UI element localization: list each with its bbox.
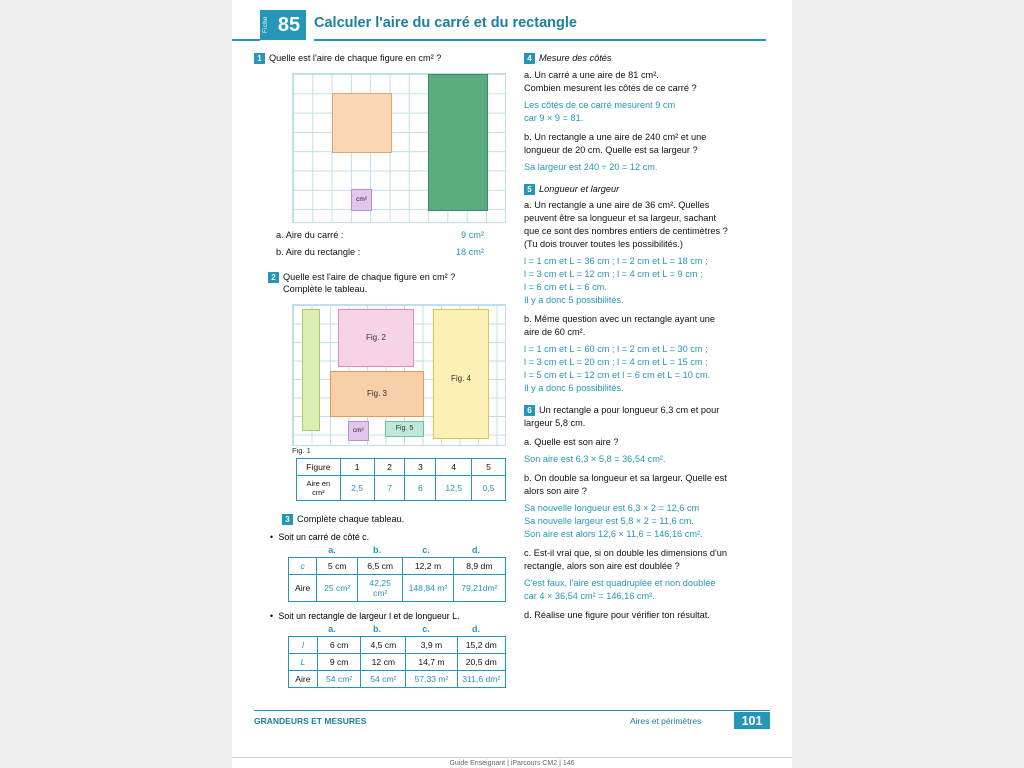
table-row-label-figure: Figure [297,458,341,475]
exercise-4a-answer-1: Les côtés de ce carré mesurent 9 cm [524,99,676,110]
footer-rule [254,710,770,711]
table-cell: 3 [405,458,436,475]
exercise-5a-prompt-4: (Tu dois trouver toutes les possibilités.) [524,239,683,249]
figure-4-shape: Fig. 4 [433,309,489,439]
exercise-4-title: Mesure des côtés [539,53,612,63]
table-cell: 8,9 dm [453,558,505,575]
exercise-1-item-b-label: b. Aire du rectangle : [276,246,361,257]
table-cell: 3,9 m [406,637,457,654]
figure-1-label: Fig. 1 [292,445,311,455]
exercise-3-header [254,513,506,526]
exercise-4-header [524,52,774,65]
exercise-6a-answer: Son aire est 6,3 × 5,8 = 36,54 cm². [524,453,666,464]
fiche-number: 85 [272,10,306,40]
exercise-6b-answer-3: Son aire est alors 12,6 × 11,6 = 146,16 cm². [524,528,703,539]
exercise-4a-answer-2: car 9 × 9 = 81. [524,112,584,123]
bullet-dot: • [270,532,274,542]
footer-section-label: GRANDEURS ET MESURES [254,716,367,726]
exercise-3b-table [288,636,506,688]
figure-3-shape: Fig. 3 [330,371,424,417]
exercise-5a-prompt-3: que ce sont des nombres entiers de centimètres ? [524,226,728,236]
exercise-1-item-a [254,230,506,240]
column-header-b: b. [373,624,381,634]
exercise-1-header [254,52,506,65]
exercise-3b-intro [270,611,506,621]
table-cell: 12,2 m [403,558,454,575]
exercise-6a-prompt: a. Quelle est son aire ? [524,436,619,447]
credit-rule [232,757,792,758]
exercise-1-item-a-answer: 9 cm² [461,229,484,240]
header-rule [314,39,766,41]
exercise-6-prompt-2: largeur 5,8 cm. [524,417,586,428]
row-label-area: Aire [289,671,318,688]
exercise-5-title: Longueur et largeur [539,183,620,194]
table-cell: 54 cm² [317,671,361,688]
table-cell: 12 cm [361,654,406,671]
column-header-a: a. [328,545,336,555]
exercise-5b-prompt-1: b. Même question avec un rectangle ayant une [524,314,716,324]
exercise-6c-prompt-1: c. Est-il vrai que, si on double les dimensions d'un [524,547,727,558]
exercise-4b-prompt-2: longueur de 20 cm. Quelle est sa largeur ? [524,144,698,155]
exercise-3a-intro [270,532,506,542]
column-header-d: d. [472,624,480,634]
page-header [232,8,792,40]
exercise-2-number: 2 [268,272,279,283]
table-row [289,637,506,654]
table-row [289,575,506,602]
figure-grid-1 [292,73,506,223]
exercise-5a-answer-4: Il y a donc 5 possibilités. [524,295,624,305]
exercise-6-number: 6 [524,405,535,416]
exercise-4a-prompt-1: a. Un carré a une aire de 81 cm². [524,69,659,80]
exercise-5b-answer-2: l = 3 cm et L = 20 cm ; l = 4 cm et L = 15 cm ; [524,357,708,367]
exercise-5b-prompt-2: aire de 60 cm². [524,327,586,337]
row-label-L: L [289,654,318,671]
table-cell: 7 [374,475,405,500]
exercise-1-number: 1 [254,53,265,64]
credit-line: Guide Enseignant | iParcours CM2 | 146 [449,760,575,767]
figure-grid-2 [292,304,506,446]
table-cell: 14,7 m [406,654,457,671]
table-cell: 6,5 cm [358,558,403,575]
table-row [297,475,506,500]
table-cell: 311,6 dm² [457,671,505,688]
exercise-5b-answer-3: l = 5 cm et L = 12 cm et l = 6 cm et L = 10 cm. [524,370,711,380]
page-number: 101 [734,712,770,729]
figure-2-shape: Fig. 2 [338,309,414,367]
row-label-c: c [289,558,317,575]
exercise-3-prompt: Complète chaque tableau. [297,513,405,524]
exercise-6b-prompt-1: b. On double sa longueur et sa largeur. Quelle est [524,472,727,483]
exercise-3b-intro-text: Soit un rectangle de largeur l et de longueur L. [278,611,460,621]
exercise-3-number: 3 [282,514,293,525]
column-header-c: c. [422,545,430,555]
worksheet-page [232,0,792,768]
column-header-c: c. [422,624,430,634]
table-cell: 4,5 cm [361,637,406,654]
bullet-dot: • [270,611,274,621]
table-cell: 2,5 [340,475,374,500]
exercise-6-prompt-1: Un rectangle a pour longueur 6,3 cm et pour [539,405,720,415]
exercise-5b-answer-4: Il y a donc 6 possibilités. [524,383,624,393]
table-cell: 25 cm² [317,575,358,602]
table-cell: 79,21dm² [453,575,505,602]
exercise-1-item-b-answer: 18 cm² [455,246,484,257]
exercise-6-header [524,404,774,417]
exercise-6b-prompt-2: alors son aire ? [524,485,587,496]
table-row [297,458,506,475]
unit-square-chip-2: cm² [348,421,369,442]
exercise-3a-intro-text: Soit un carré de côté c. [278,532,370,542]
table-row [289,671,506,688]
table-row-label-area: Aire en cm² [297,475,341,500]
exercise-4b-prompt-1: b. Un rectangle a une aire de 240 cm² et une [524,131,707,142]
table-cell: 5 [472,458,506,475]
exercise-2-table [296,458,506,501]
fiche-label: Fiche [260,10,272,40]
exercise-5-header [524,183,774,196]
table-cell: 6 [405,475,436,500]
exercise-6c-answer-1: C'est faux, l'aire est quadruplée et non doublée [524,577,716,588]
exercise-5a-prompt-2: peuvent être sa longueur et sa largeur, sachant [524,213,717,223]
exercise-4a-prompt-2: Combien mesurent les côtés de ce carré ? [524,82,697,93]
right-column [524,52,774,622]
exercise-1-item-a-label: a. Aire du carré : [276,229,344,240]
exercise-6b-answer-2: Sa nouvelle largeur est 5,8 × 2 = 11,6 cm. [524,515,694,526]
unit-square-chip: cm² [351,189,372,210]
exercise-6c-prompt-2: rectangle, alors son aire est doublée ? [524,560,680,571]
table-cell: 42,25 cm² [358,575,403,602]
exercise-3a-column-headers [310,545,506,555]
exercise-1-item-b [254,247,506,257]
exercise-5-number: 5 [524,184,535,195]
table-row [289,654,506,671]
exercise-5a-answer-3: l = 6 cm et L = 6 cm. [524,282,607,292]
exercise-2-header [254,271,506,296]
exercise-3a-table [288,557,506,602]
exercise-5b-answer-1: l = 1 cm et L = 60 cm ; l = 2 cm et L = 30 cm ; [524,344,708,354]
header-rule-left [232,39,260,41]
exercise-2-prompt-1: Quelle est l'aire de chaque figure en cm² ? [283,271,456,282]
exercise-6d-prompt: d. Réalise une figure pour vérifier ton résultat. [524,609,710,620]
table-cell: 54 cm² [361,671,406,688]
footer-topic-label: Aires et périmètres [630,716,702,726]
exercise-1-prompt: Quelle est l'aire de chaque figure en cm² ? [269,53,442,63]
exercise-5a-answer-2: l = 3 cm et L = 12 cm ; l = 4 cm et L = 9 cm ; [524,269,703,279]
exercise-2-prompt-2: Complète le tableau. [283,284,368,294]
column-header-a: a. [328,624,336,634]
table-cell: 9 cm [317,654,361,671]
table-cell: 0,5 [472,475,506,500]
table-row [289,558,506,575]
figure-1-shape [302,309,320,431]
table-cell: 57,33 m² [406,671,457,688]
table-cell: 20,5 dm [457,654,505,671]
left-column [254,52,506,688]
row-label-l: l [289,637,318,654]
table-cell: 4 [436,458,472,475]
table-cell: 6 cm [317,637,361,654]
table-cell: 148,84 m² [403,575,454,602]
table-cell: 1 [340,458,374,475]
exercise-5a-answer-1: l = 1 cm et L = 36 cm ; l = 2 cm et L = 18 cm ; [524,256,708,266]
exercise-6b-answer-1: Sa nouvelle longueur est 6,3 × 2 = 12,6 cm [524,502,700,513]
column-header-d: d. [472,545,480,555]
exercise-4-number: 4 [524,53,535,64]
table-cell: 5 cm [317,558,358,575]
rectangle-green-figure [428,74,488,211]
row-label-area: Aire [289,575,317,602]
exercise-6c-answer-2: car 4 × 36,54 cm² = 146,16 cm². [524,590,655,601]
table-cell: 12,5 [436,475,472,500]
table-cell: 2 [374,458,405,475]
figure-5-shape: Fig. 5 [385,421,424,437]
square-orange-figure [332,93,392,153]
page-title: Calculer l'aire du carré et du rectangle [314,15,577,31]
exercise-4b-answer: Sa largeur est 240 ÷ 20 = 12 cm. [524,161,658,172]
exercise-5a-prompt-1: a. Un rectangle a une aire de 36 cm². Quelles [524,200,710,210]
exercise-3b-column-headers [310,624,506,634]
table-cell: 15,2 dm [457,637,505,654]
column-header-b: b. [373,545,381,555]
